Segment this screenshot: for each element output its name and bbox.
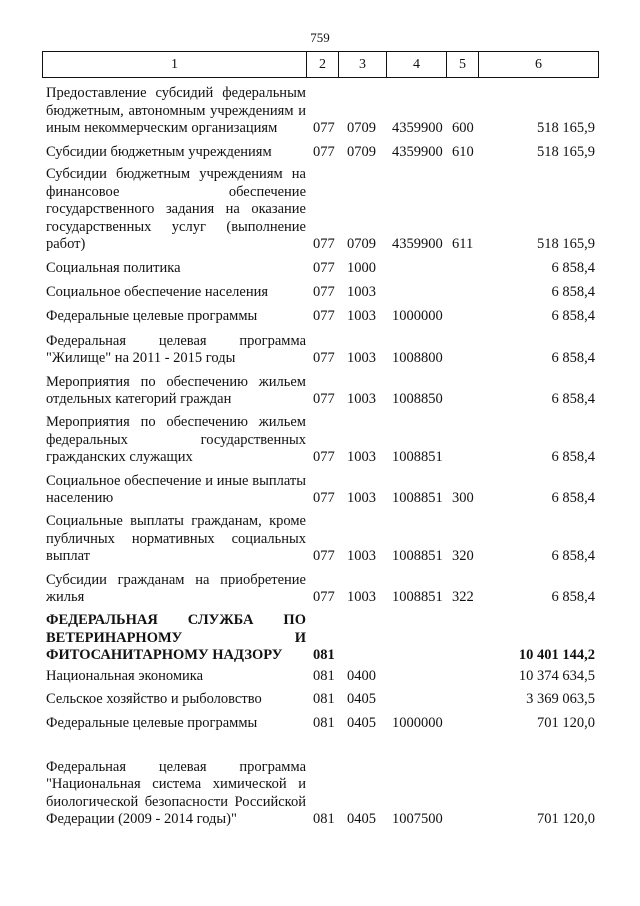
- row-expense-type: 611: [452, 236, 474, 253]
- row-name: Предоставление субсидий федеральным бюджетным, автономным учреждениям и иным некоммерческим организациям: [46, 85, 306, 137]
- row-amount: 10 401 144,2: [518, 647, 595, 664]
- row-section-code: 1003: [347, 548, 376, 565]
- column-header-3: 3: [339, 52, 387, 78]
- row-ministry-code: 081: [313, 668, 335, 685]
- row-amount: 518 165,9: [537, 144, 595, 161]
- row-amount: 6 858,4: [551, 490, 595, 507]
- column-header-1: 1: [43, 52, 307, 78]
- table-row: [0, 668, 640, 686]
- row-section-code: 1003: [347, 589, 376, 606]
- table-row: [0, 374, 640, 409]
- row-section-code: 0709: [347, 144, 376, 161]
- row-ministry-code: 077: [313, 391, 335, 408]
- row-ministry-code: 077: [313, 350, 335, 367]
- row-target-code: 1008851: [392, 449, 443, 466]
- table-row: [0, 691, 640, 709]
- row-target-code: 1008851: [392, 548, 443, 565]
- row-expense-type: 600: [452, 120, 474, 137]
- row-target-code: 1008851: [392, 490, 443, 507]
- row-ministry-code: 077: [313, 449, 335, 466]
- row-amount: 6 858,4: [551, 449, 595, 466]
- row-section-code: 1003: [347, 490, 376, 507]
- row-section-code: 0405: [347, 715, 376, 732]
- table-row: [0, 741, 640, 829]
- row-section-code: 0400: [347, 668, 376, 685]
- row-target-code: 4359900: [392, 236, 443, 253]
- column-header-row: [42, 51, 599, 78]
- row-amount: 701 120,0: [537, 715, 595, 732]
- row-amount: 6 858,4: [551, 548, 595, 565]
- row-ministry-code: 077: [313, 548, 335, 565]
- table-row: [0, 260, 640, 278]
- row-ministry-code: 081: [313, 647, 335, 664]
- row-ministry-code: 077: [313, 284, 335, 301]
- row-amount: 518 165,9: [537, 236, 595, 253]
- row-amount: 518 165,9: [537, 120, 595, 137]
- row-name: Федеральная целевая программа "Национальная система химической и биологической безопасности Российской Федерации (2009 - 2014 годы)": [46, 758, 306, 828]
- row-name: Субсидии гражданам на приобретение жилья: [46, 571, 306, 606]
- table-row: [0, 715, 640, 733]
- row-target-code: 4359900: [392, 120, 443, 137]
- row-name: Национальная экономика: [46, 668, 204, 685]
- row-target-code: 1000000: [392, 308, 443, 325]
- row-name: Мероприятия по обеспечению жильем отдельных категорий граждан: [46, 373, 306, 408]
- row-section-code: 0405: [347, 811, 376, 828]
- row-name: Социальная политика: [46, 260, 181, 277]
- table-row: [0, 473, 640, 508]
- row-target-code: 1000000: [392, 715, 443, 732]
- row-target-code: 1008800: [392, 350, 443, 367]
- table-row: [0, 284, 640, 302]
- row-expense-type: 320: [452, 548, 474, 565]
- row-amount: 701 120,0: [537, 811, 595, 828]
- row-section-code: 0709: [347, 236, 376, 253]
- row-amount: 6 858,4: [551, 589, 595, 606]
- row-amount: 6 858,4: [551, 391, 595, 408]
- row-ministry-code: 077: [313, 260, 335, 277]
- table-row: [0, 144, 640, 162]
- table-row: [0, 168, 640, 254]
- row-name: Социальное обеспечение и иные выплаты населению: [46, 472, 306, 507]
- row-ministry-code: 081: [313, 811, 335, 828]
- row-section-code: 1003: [347, 391, 376, 408]
- row-section-code: 0405: [347, 691, 376, 708]
- row-target-code: 1007500: [392, 811, 443, 828]
- row-name: Федеральная целевая программа "Жилище" на 2011 - 2015 годы: [46, 332, 306, 367]
- row-amount: 6 858,4: [551, 284, 595, 301]
- row-target-code: 1008851: [392, 589, 443, 606]
- row-name: Социальное обеспечение населения: [46, 284, 269, 301]
- row-expense-type: 300: [452, 490, 474, 507]
- row-name: Сельское хозяйство и рыболовство: [46, 691, 262, 708]
- row-ministry-code: 081: [313, 691, 335, 708]
- table-row: [0, 572, 640, 607]
- row-name: Мероприятия по обеспечению жильем федеральных государственных гражданских служащих: [46, 414, 306, 466]
- row-amount: 6 858,4: [551, 350, 595, 367]
- row-target-code: 4359900: [392, 144, 443, 161]
- row-section-code: 1003: [347, 308, 376, 325]
- table-row: [0, 308, 640, 326]
- column-header-6: 6: [479, 52, 599, 78]
- row-name: Федеральные целевые программы: [46, 308, 258, 325]
- row-name: Субсидии бюджетным учреждениям на финансовое обеспечение государственного задания на оказание государственных услуг (выполнение работ): [46, 166, 306, 253]
- row-ministry-code: 081: [313, 715, 335, 732]
- row-expense-type: 610: [452, 144, 474, 161]
- row-ministry-code: 077: [313, 144, 335, 161]
- row-section-code: 0709: [347, 120, 376, 137]
- page-number: 759: [310, 30, 330, 45]
- table-row: [0, 86, 640, 138]
- row-amount: 6 858,4: [551, 308, 595, 325]
- column-header-5: 5: [447, 52, 479, 78]
- row-expense-type: 322: [452, 589, 474, 606]
- row-section-code: 1000: [347, 260, 376, 277]
- row-name: Социальные выплаты гражданам, кроме публичных нормативных социальных выплат: [46, 513, 306, 565]
- table-row: [0, 415, 640, 467]
- row-ministry-code: 077: [313, 490, 335, 507]
- row-amount: 10 374 634,5: [518, 668, 595, 685]
- row-name: ФЕДЕРАЛЬНАЯ СЛУЖБА ПО ВЕТЕРИНАРНОМУ И ФИТОСАНИТАРНОМУ НАДЗОРУ: [46, 612, 306, 664]
- table-row: [0, 333, 640, 368]
- row-section-code: 1003: [347, 284, 376, 301]
- row-name: Субсидии бюджетным учреждениям: [46, 144, 272, 161]
- table-row: [0, 613, 640, 665]
- row-ministry-code: 077: [313, 308, 335, 325]
- row-section-code: 1003: [347, 350, 376, 367]
- table-row: [0, 514, 640, 566]
- row-amount: 3 369 063,5: [526, 691, 595, 708]
- row-ministry-code: 077: [313, 236, 335, 253]
- row-target-code: 1008850: [392, 391, 443, 408]
- row-amount: 6 858,4: [551, 260, 595, 277]
- row-ministry-code: 077: [313, 120, 335, 137]
- row-ministry-code: 077: [313, 589, 335, 606]
- column-header-4: 4: [387, 52, 447, 78]
- row-name: Федеральные целевые программы: [46, 715, 258, 732]
- row-section-code: 1003: [347, 449, 376, 466]
- column-header-2: 2: [307, 52, 339, 78]
